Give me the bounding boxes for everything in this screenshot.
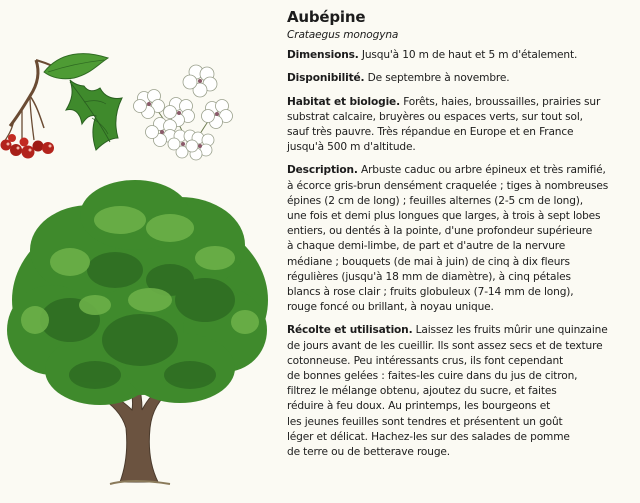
recolte-line-text: Laissez les fruits mûrir une quinzaine bbox=[415, 324, 608, 337]
habitat-label: Habitat et biologie. bbox=[287, 95, 400, 108]
recolte-label: Récolte et utilisation. bbox=[287, 324, 413, 337]
hawthorn-tree-illustration bbox=[7, 180, 268, 484]
dimensions-label: Dimensions. bbox=[287, 49, 359, 62]
description-paragraph bbox=[287, 163, 632, 315]
description-label: Description. bbox=[287, 164, 358, 177]
recolte-line: les jeunes feuilles sont tendres et présentent un goût bbox=[287, 415, 563, 428]
habitat-line: substrat calcaire, bruyères ou espaces verts, sur tout sol, bbox=[287, 110, 583, 123]
habitat-line bbox=[287, 95, 632, 110]
illustrations bbox=[0, 0, 280, 503]
description-line: à chaque demi-limbe, de part et d'autre de la nervure bbox=[287, 240, 566, 253]
description-line: à écorce gris-brun densément craquelée ; tiges à nombreuses bbox=[287, 179, 609, 192]
habitat-line-text: Forêts, haies, broussailles, prairies sur bbox=[403, 95, 601, 108]
description-line: régulières (jusqu'à 18 mm de diamètre), à cinq pétales bbox=[287, 270, 571, 283]
recolte-line: de terre ou de betterave rouge. bbox=[287, 446, 450, 459]
recolte-paragraph bbox=[287, 323, 632, 460]
habitat-line: jusqu'à 500 m d'altitude. bbox=[287, 141, 416, 154]
recolte-line: filtrez le mélange obtenu, ajoutez du sucre, et faites bbox=[287, 385, 557, 398]
description-line: épines (2 cm de long) ; feuilles alternes (2-5 cm de long), bbox=[287, 194, 583, 207]
disponibilite-text: De septembre à novembre. bbox=[367, 72, 510, 85]
description-line: blancs à rose clair ; fruits globuleux (7-14 mm de long), bbox=[287, 286, 574, 299]
species-text-column bbox=[287, 8, 632, 460]
description-line-text: Arbuste caduc ou arbre épineux et très ramifié, bbox=[360, 164, 606, 177]
recolte-line: léger et délicat. Hachez-les sur des salades de pomme bbox=[287, 430, 570, 443]
habitat-paragraph bbox=[287, 95, 632, 156]
hawthorn-berry-branch-illustration bbox=[1, 54, 123, 159]
disponibilite-paragraph bbox=[287, 71, 632, 86]
disponibilite-label: Disponibilité. bbox=[287, 72, 365, 85]
description-line: rouge foncé ou brillant, à noyau unique. bbox=[287, 301, 494, 314]
habitat-line: sauf très pauvre. Très répandue en Europe et en France bbox=[287, 126, 574, 139]
description-line: médiane ; bouquets (de mai à juin) de cinq à dix fleurs bbox=[287, 255, 570, 268]
recolte-line bbox=[287, 323, 632, 338]
dimensions-text: Jusqu'à 10 m de haut et 5 m d'étalement. bbox=[361, 49, 578, 62]
description-line: entiers, ou dentés à la pointe, d'une profondeur supérieure bbox=[287, 225, 593, 238]
recolte-line: cotonneuse. Peu intéressants crus, ils font cependant bbox=[287, 354, 564, 367]
description-line bbox=[287, 163, 632, 178]
recolte-line: réduire à feu doux. Au printemps, les bourgeons et bbox=[287, 400, 551, 413]
recolte-line: de jours avant de les cueillir. Ils sont assez secs et de texture bbox=[287, 339, 603, 352]
description-line: une fois et demi plus longues que larges, à trois à sept lobes bbox=[287, 210, 601, 223]
recolte-line: de bonnes gelées : faites-les cuire dans du jus de citron, bbox=[287, 370, 578, 383]
species-latin-name: Crataegus monogyna bbox=[287, 29, 399, 41]
hawthorn-flower-cluster-illustration bbox=[134, 65, 233, 160]
species-title: Aubépine bbox=[287, 8, 366, 26]
dimensions-paragraph bbox=[287, 48, 632, 63]
